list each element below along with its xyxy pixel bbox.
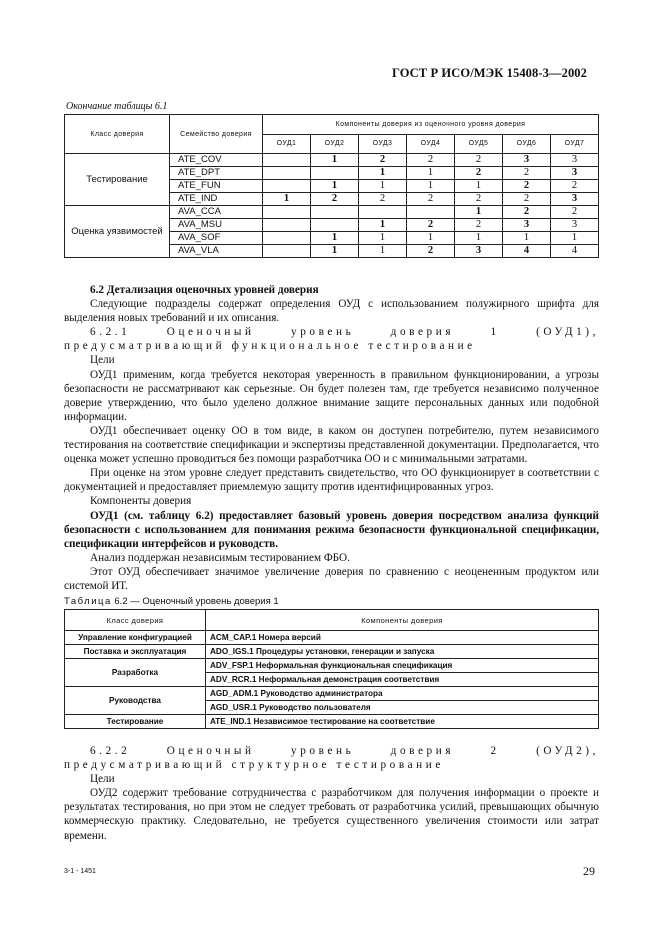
table-row [65,645,599,659]
class-cell: Руководства [65,687,206,715]
level-value-cell: 3 [551,167,599,180]
level-value-cell: 2 [455,154,503,167]
col-family: Семейство доверия [170,115,263,154]
level-value-cell: 1 [311,245,359,258]
component-cell: AGD_ADM.1 Руководство администратора [206,687,599,701]
goals-label-2: Цели [90,773,115,786]
level-value-cell: 1 [311,154,359,167]
level-header: ОУД6 [503,134,551,154]
level-value-cell: 2 [407,245,455,258]
level-value-cell: 3 [551,193,599,206]
level-value-cell [263,232,311,245]
level-value-cell: 1 [407,232,455,245]
family-cell: ATE_DPT [170,167,263,180]
level-value-cell: 3 [503,219,551,232]
paragraph-4-bold: ОУД1 (см. таблицу 6.2) предоставляет базовый уровень доверия посредством анализа функций безопасности с использованием для понимания режима безопасности функциональной спецификации, спецификации интерфейсов и руководств. [64,509,599,550]
class-cell: Разработка [65,659,206,687]
class-cell: Поставка и эксплуатация [65,645,206,659]
level-value-cell: 4 [551,245,599,258]
level-value-cell [311,167,359,180]
t2-col-components: Компоненты доверия [206,610,599,631]
level-header: ОУД3 [359,134,407,154]
level-value-cell: 1 [263,193,311,206]
footer-code: 3-1 - 1451 [64,868,96,875]
level-value-cell: 3 [551,219,599,232]
level-value-cell [359,206,407,219]
table-row [65,687,599,701]
intro-paragraph: Следующие подразделы содержат определения ОУД с использованием полужирного шрифта для выделения новых требований и их описания. [64,298,599,325]
table1-caption: Окончание таблицы 6.1 [66,101,168,112]
level-value-cell [263,219,311,232]
level-value-cell: 1 [455,180,503,193]
level-value-cell: 2 [455,167,503,180]
level-value-cell [407,206,455,219]
level-value-cell: 1 [359,180,407,193]
level-value-cell: 2 [359,154,407,167]
level-value-cell: 2 [407,154,455,167]
component-cell: ADO_IGS.1 Процедуры установки, генерации и запуска [206,645,599,659]
level-header: ОУД5 [455,134,503,154]
class-cell: Тестирование [65,154,170,206]
level-value-cell: 1 [407,180,455,193]
col-components: Компоненты доверия из оценочного уровня доверия [263,115,599,135]
level-value-cell [263,167,311,180]
level-header: ОУД1 [263,134,311,154]
table2-caption-rest: 6.2 — Оценочный уровень доверия 1 [114,596,279,607]
components-label: Компоненты доверия [90,495,192,508]
paragraph-3: При оценке на этом уровне следует представить свидетельство, что ОО функционирует в соответствии с документацией и предоставляет приемлемую защиту против идентифицированных угроз. [64,467,599,494]
t2-col-class: Класс доверия [65,610,206,631]
table-row [65,715,599,729]
level-value-cell [263,154,311,167]
class-cell: Управление конфигурацией [65,631,206,645]
class-cell: Оценка уязвимостей [65,206,170,258]
level-value-cell: 1 [311,180,359,193]
level-value-cell: 2 [407,219,455,232]
level-value-cell: 1 [407,167,455,180]
family-cell: AVA_MSU [170,219,263,232]
table-6-2 [64,609,599,729]
level-value-cell [263,245,311,258]
table-row [65,631,599,645]
level-value-cell: 4 [503,245,551,258]
level-value-cell: 1 [359,167,407,180]
level-value-cell: 3 [551,154,599,167]
table-6-1-end [64,114,599,258]
level-value-cell: 2 [359,193,407,206]
col-class: Класс доверия [65,115,170,154]
table2-caption-prefix: Таблица [64,596,112,607]
paragraph-2: ОУД1 обеспечивает оценку ОО в том виде, в каком он доступен потребителю, путем независимого тестирования на соответствие спецификации и экспертизы представленной документации. Предполагается, что оценка может успешно проводиться без помощи разработчика ОО и с минимальными затратами. [64,424,599,466]
level-value-cell: 1 [551,232,599,245]
subsection-6-2-2-title: 6.2.2 Оценочный уровень доверия 2 (ОУД2), предусматривающий структурное тестирование [64,745,599,772]
level-value-cell: 1 [359,245,407,258]
level-value-cell: 2 [455,193,503,206]
level-header: ОУД7 [551,134,599,154]
paragraph-6: Этот ОУД обеспечивает значимое увеличение доверия по сравнению с неоцененным продуктом или системой ИТ. [64,565,599,592]
document-header: ГОСТ Р ИСО/МЭК 15408-3—2002 [391,66,587,80]
level-value-cell: 2 [503,180,551,193]
level-value-cell: 1 [503,232,551,245]
level-value-cell: 2 [551,206,599,219]
table-row [65,154,599,167]
level-value-cell: 2 [503,193,551,206]
paragraph-5: Анализ поддержан независимым тестированием ФБО. [90,551,350,564]
family-cell: ATE_IND [170,193,263,206]
class-cell: Тестирование [65,715,206,729]
paragraph-oud2: ОУД2 содержит требование сотрудничества с разработчиком для получения информации о проекте и результатах тестирования, но при этом не следует требовать от разработчика усилий, превышающих обычную коммерческую практику. Следовательно, не требуется существенного увеличения стоимости или затрат времени. [64,787,599,842]
level-value-cell: 1 [311,232,359,245]
level-value-cell: 2 [455,219,503,232]
level-value-cell [311,206,359,219]
component-cell: ADV_RCR.1 Неформальная демонстрация соответствия [206,673,599,687]
level-value-cell [263,206,311,219]
section-heading: 6.2 Детализация оценочных уровней доверия [90,284,319,296]
table-row [65,206,599,219]
family-cell: ATE_FUN [170,180,263,193]
goals-label: Цели [90,354,115,367]
level-header: ОУД4 [407,134,455,154]
component-cell: ACM_CAP.1 Номера версий [206,631,599,645]
section-6-2 [64,283,599,593]
component-cell: ATE_IND.1 Независимое тестирование на соответствие [206,715,599,729]
section-6-2-2 [64,744,599,843]
level-value-cell [263,180,311,193]
family-cell: ATE_COV [170,154,263,167]
table2-caption [64,596,279,607]
family-cell: AVA_CCA [170,206,263,219]
level-header: ОУД2 [311,134,359,154]
table-row [65,659,599,673]
family-cell: AVA_VLA [170,245,263,258]
component-cell: ADV_FSP.1 Неформальная функциональная спецификация [206,659,599,673]
level-value-cell: 2 [551,180,599,193]
level-value-cell: 1 [455,206,503,219]
level-value-cell: 3 [455,245,503,258]
level-value-cell: 1 [455,232,503,245]
level-value-cell: 1 [359,232,407,245]
component-cell: AGD_USR.1 Руководство пользователя [206,701,599,715]
level-value-cell [311,219,359,232]
paragraph-1: ОУД1 применим, когда требуется некоторая уверенность в правильном функционировании, а угрозы безопасности не рассматривают как серьезные. Он будет полезен там, где требуется независимо полученное доверие утверждению, что было уделено должное внимание защите персональных данных или подобной информации. [64,368,599,423]
subsection-6-2-1-title: 6.2.1 Оценочный уровень доверия 1 (ОУД1), предусматривающий функциональное тестирование [64,326,599,353]
family-cell: AVA_SOF [170,232,263,245]
page-number: 29 [583,864,595,878]
level-value-cell: 2 [503,167,551,180]
level-value-cell: 1 [359,219,407,232]
level-value-cell: 2 [407,193,455,206]
level-value-cell: 2 [311,193,359,206]
level-value-cell: 2 [503,206,551,219]
level-value-cell: 3 [503,154,551,167]
